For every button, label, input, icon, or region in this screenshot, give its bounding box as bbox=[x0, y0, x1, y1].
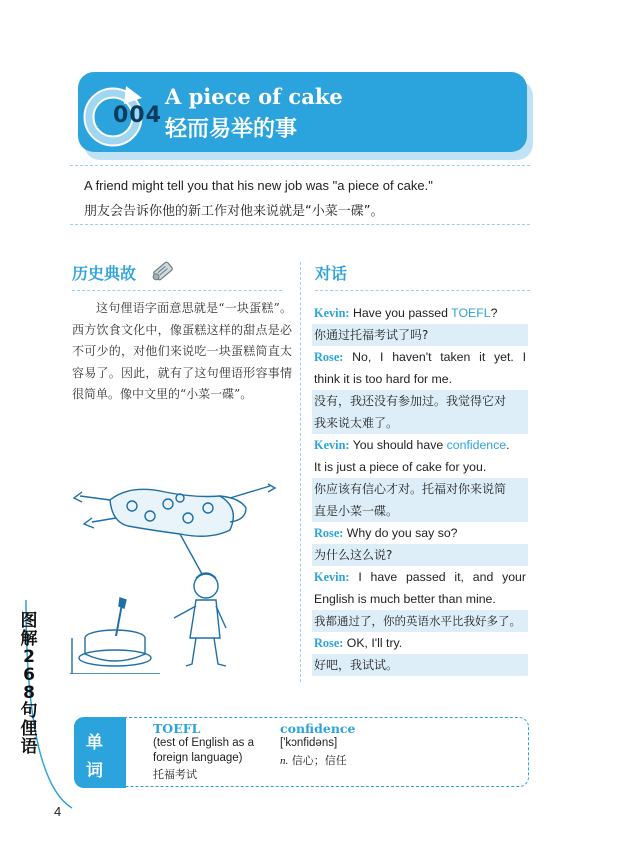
translation-line: 我来说太难了。 bbox=[312, 412, 528, 434]
translation-line: 你通过托福考试了吗? bbox=[312, 324, 528, 346]
dialogue-line: think it is too hard for me. bbox=[314, 372, 453, 386]
dialogue-text: Why do you say so? bbox=[343, 526, 458, 540]
page-title-cn: 轻而易举的事 bbox=[165, 116, 298, 142]
speaker-label: Kevin: bbox=[314, 570, 350, 584]
dialogue-line bbox=[312, 434, 528, 456]
vocab-word-1-def-a: (test of English as a bbox=[153, 737, 254, 749]
dialogue-heading: 对话 bbox=[315, 264, 348, 283]
scroll-icon bbox=[150, 258, 176, 284]
dialogue-text: . bbox=[506, 438, 510, 452]
vocab-tag-char-1: 单 bbox=[86, 733, 103, 753]
dialogue-text: You should have bbox=[349, 438, 447, 452]
dialogue-line: English is much better than mine. bbox=[314, 592, 496, 606]
vocab-word-2-def bbox=[280, 752, 347, 768]
dialogue-divider bbox=[315, 290, 530, 291]
column-divider bbox=[300, 262, 301, 682]
side-book-title: 图 解 2 6 8 句 俚 语 bbox=[20, 611, 38, 757]
intro-chinese: 朋友会告诉你他的新工作对他来说就是“小菜一碟”。 bbox=[84, 204, 384, 219]
dialogue-line bbox=[312, 522, 528, 544]
cake-illustration bbox=[70, 478, 280, 674]
history-divider bbox=[72, 290, 282, 291]
intro-top-divider bbox=[70, 165, 530, 166]
vocab-word-1-cn: 托福考试 bbox=[153, 768, 197, 781]
dialogue-text: Have you passed bbox=[349, 306, 452, 320]
lesson-number: 004 bbox=[113, 103, 162, 128]
history-heading: 历史典故 bbox=[72, 264, 137, 283]
dialogue-line: It is just a piece of cake for you. bbox=[314, 460, 487, 474]
translation-line: 直是小菜一碟。 bbox=[312, 500, 528, 522]
page-number: 4 bbox=[54, 804, 62, 819]
translation-line: 你应该有信心才对。托福对你来说简 bbox=[312, 478, 528, 500]
dialogue-line bbox=[312, 632, 528, 654]
intro-bottom-divider bbox=[70, 224, 530, 225]
dialogue-line bbox=[312, 346, 528, 368]
dialogue-text: No, I haven't taken it yet. I bbox=[343, 350, 526, 364]
speaker-label: Rose: bbox=[314, 526, 344, 540]
vocab-word-2: confidence bbox=[280, 721, 356, 736]
translation-line: 好吧，我试试。 bbox=[312, 654, 528, 676]
vocab-tag-char-2: 词 bbox=[86, 761, 103, 781]
speaker-label: Rose: bbox=[314, 350, 344, 364]
vocab-word-2-cn: 信心；信任 bbox=[291, 754, 347, 767]
vocab-word-2-ipa: ['kɔnfidəns] bbox=[280, 737, 338, 749]
dialogue-text: ? bbox=[490, 306, 498, 320]
intro-english: A friend might tell you that his new job was "a piece of cake." bbox=[84, 178, 433, 193]
dialogue-text: OK, I'll try. bbox=[343, 636, 403, 650]
history-paragraph: 这句俚语字面意思就是“一块蛋糕”。西方饮食文化中，像蛋糕这样的甜点是必不可少的，对他们来说吃一块蛋糕简直太容易了。因此，就有了这句俚语形容事情很简单。像中文里的“小菜一碟”。 bbox=[72, 301, 292, 401]
translation-line: 没有，我还没有参加过。我觉得它对 bbox=[312, 390, 528, 412]
vocab-highlight: confidence bbox=[446, 438, 507, 452]
dialogue-list bbox=[312, 302, 528, 676]
vocab-word-1-def-b: foreign language) bbox=[153, 752, 243, 764]
translation-line: 我都通过了，你的英语水平比我好多了。 bbox=[312, 610, 528, 632]
page-title-en: A piece of cake bbox=[165, 84, 343, 109]
speaker-label: Kevin: bbox=[314, 438, 350, 452]
speaker-label: Kevin: bbox=[314, 306, 350, 320]
vocab-word-1: TOEFL bbox=[153, 721, 201, 736]
dialogue-text: I have passed it, and your bbox=[349, 570, 526, 584]
dialogue-line bbox=[312, 302, 528, 324]
translation-line: 为什么这么说? bbox=[312, 544, 528, 566]
dialogue-line bbox=[312, 566, 528, 588]
speaker-label: Rose: bbox=[314, 636, 344, 650]
part-of-speech: n. bbox=[280, 755, 289, 767]
vocab-highlight: TOEFL bbox=[451, 306, 491, 320]
